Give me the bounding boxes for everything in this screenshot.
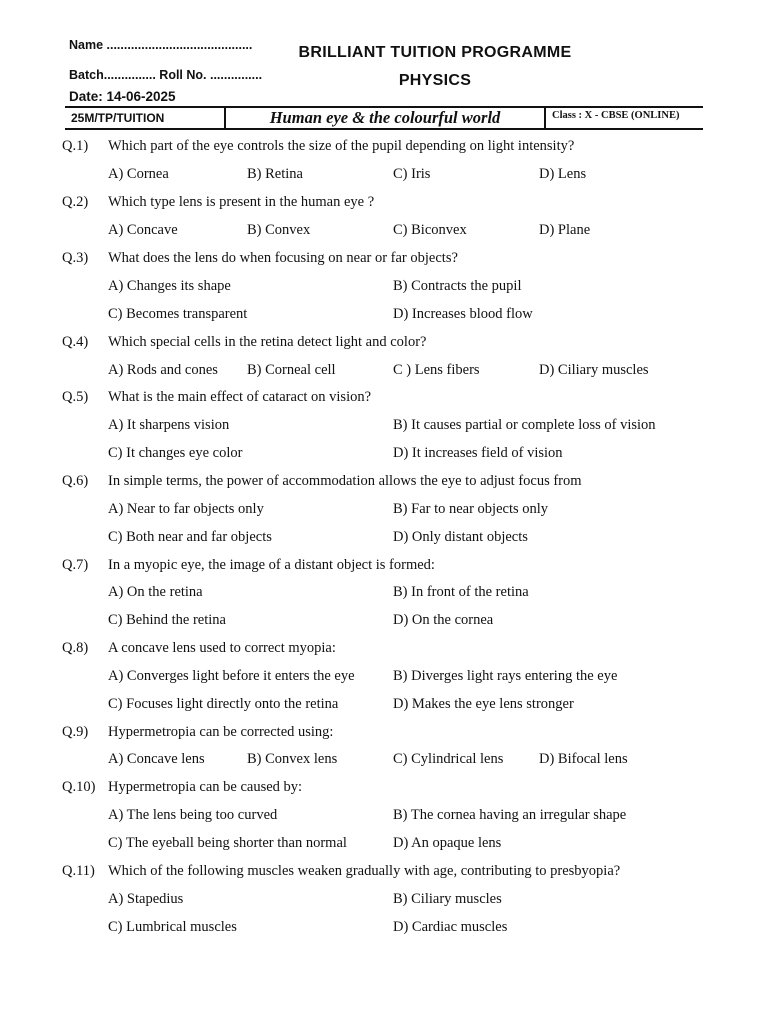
- option-c: C) Both near and far objects: [108, 529, 272, 545]
- option-d: D) Only distant objects: [393, 529, 528, 545]
- question-number: Q.10): [62, 779, 96, 795]
- batch-roll-field: Batch............... Roll No. ...............: [69, 68, 263, 82]
- option-c: C ) Lens fibers: [393, 362, 480, 378]
- option-b: B) It causes partial or complete loss of vision: [393, 417, 656, 433]
- question-text: Which type lens is present in the human eye ?: [108, 194, 375, 210]
- option-b: B) Diverges light rays entering the eye: [393, 668, 618, 684]
- batch-code: 25M/TP/TUITION: [71, 111, 165, 125]
- option-b: B) Far to near objects only: [393, 501, 549, 517]
- option-c: C) It changes eye color: [108, 445, 243, 461]
- question-text: What does the lens do when focusing on near or far objects?: [108, 250, 458, 266]
- question-number: Q.4): [62, 334, 89, 350]
- chapter-title: Human eye & the colourful world: [224, 106, 546, 130]
- option-c: C) Biconvex: [393, 222, 467, 238]
- option-a: A) The lens being too curved: [108, 807, 278, 823]
- name-field: Name ..........................................: [69, 38, 253, 52]
- option-a: A) On the retina: [108, 584, 203, 600]
- option-a: A) Concave lens: [108, 751, 205, 767]
- option-a: A) Converges light before it enters the eye: [108, 668, 355, 684]
- question-number: Q.2): [62, 194, 89, 210]
- date-field: Date: 14-06-2025: [69, 89, 176, 104]
- option-d: D) Cardiac muscles: [393, 919, 508, 935]
- option-a: A) Near to far objects only: [108, 501, 264, 517]
- option-b: B) Retina: [247, 166, 303, 182]
- question-text: Hypermetropia can be caused by:: [108, 779, 303, 795]
- option-b: B) In front of the retina: [393, 584, 529, 600]
- question-text: Hypermetropia can be corrected using:: [108, 724, 334, 740]
- option-b: B) Contracts the pupil: [393, 278, 522, 294]
- question-text: In a myopic eye, the image of a distant object is formed:: [108, 557, 435, 573]
- option-a: A) Rods and cones: [108, 362, 218, 378]
- subject-title: PHYSICS: [398, 72, 472, 89]
- option-d: D) An opaque lens: [393, 835, 502, 851]
- programme-title: BRILLIANT TUITION PROGRAMME: [298, 44, 572, 61]
- question-number: Q.11): [62, 863, 95, 879]
- option-c: C) Becomes transparent: [108, 306, 248, 322]
- option-d: D) Bifocal lens: [539, 751, 628, 767]
- option-c: C) Behind the retina: [108, 612, 226, 628]
- question-text: Which part of the eye controls the size of the pupil depending on light intensity?: [108, 138, 575, 154]
- question-number: Q.7): [62, 557, 89, 573]
- question-number: Q.5): [62, 389, 89, 405]
- option-a: A) Cornea: [108, 166, 169, 182]
- option-b: B) Ciliary muscles: [393, 891, 502, 907]
- question-text: Which special cells in the retina detect light and color?: [108, 334, 427, 350]
- option-d: D) Ciliary muscles: [539, 362, 649, 378]
- option-c: C) Iris: [393, 166, 431, 182]
- option-a: A) Stapedius: [108, 891, 184, 907]
- info-bar: [65, 106, 703, 130]
- option-d: D) Increases blood flow: [393, 306, 533, 322]
- question-text: A concave lens used to correct myopia:: [108, 640, 336, 656]
- option-b: B) Convex: [247, 222, 311, 238]
- question-number: Q.6): [62, 473, 89, 489]
- option-d: D) It increases field of vision: [393, 445, 563, 461]
- option-c: C) Lumbrical muscles: [108, 919, 237, 935]
- option-a: A) It sharpens vision: [108, 417, 230, 433]
- question-text: In simple terms, the power of accommodation allows the eye to adjust focus from: [108, 473, 582, 489]
- option-d: D) Plane: [539, 222, 591, 238]
- option-a: A) Changes its shape: [108, 278, 231, 294]
- option-b: B) Corneal cell: [247, 362, 336, 378]
- option-c: C) The eyeball being shorter than normal: [108, 835, 347, 851]
- question-text: What is the main effect of cataract on vision?: [108, 389, 372, 405]
- question-text: Which of the following muscles weaken gradually with age, contributing to presbyopia?: [108, 863, 621, 879]
- question-number: Q.8): [62, 640, 89, 656]
- option-d: D) On the cornea: [393, 612, 494, 628]
- question-number: Q.1): [62, 138, 89, 154]
- option-b: B) The cornea having an irregular shape: [393, 807, 627, 823]
- question-number: Q.9): [62, 724, 89, 740]
- option-c: C) Cylindrical lens: [393, 751, 504, 767]
- option-d: D) Lens: [539, 166, 587, 182]
- option-c: C) Focuses light directly onto the retina: [108, 696, 339, 712]
- class-label: Class : X - CBSE (ONLINE): [552, 110, 680, 121]
- question-number: Q.3): [62, 250, 89, 266]
- option-d: D) Makes the eye lens stronger: [393, 696, 574, 712]
- option-b: B) Convex lens: [247, 751, 338, 767]
- option-a: A) Concave: [108, 222, 178, 238]
